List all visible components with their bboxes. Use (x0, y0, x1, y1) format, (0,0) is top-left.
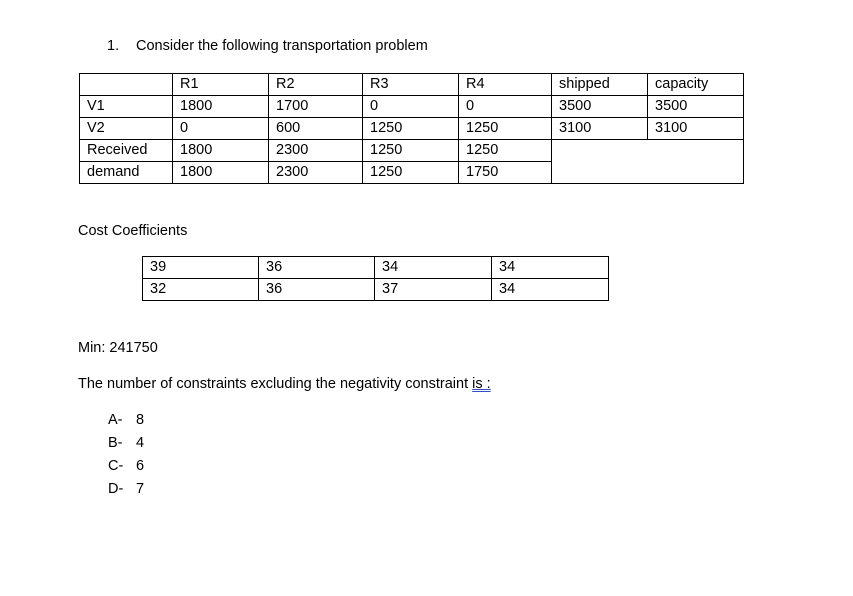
question-number: 1. (107, 38, 120, 54)
option-value: 7 (136, 481, 145, 497)
min-value: Min: 241750 (78, 340, 158, 356)
table-cell: 0 (459, 96, 552, 118)
constraint-question-underlined: is : (472, 376, 491, 392)
header-r1: R1 (173, 74, 269, 96)
table-cell: 1250 (363, 162, 459, 184)
table-cell: 1250 (459, 140, 552, 162)
table-cell: 1800 (173, 96, 269, 118)
header-r3: R3 (363, 74, 459, 96)
empty-merged-cell (552, 140, 744, 162)
cost-cell: 32 (143, 279, 259, 301)
row-label: V2 (80, 118, 173, 140)
option-letter: D- (108, 481, 124, 497)
option-d[interactable] (108, 481, 144, 497)
cost-cell: 34 (492, 279, 609, 301)
table-row (80, 96, 744, 118)
option-value: 8 (136, 412, 145, 428)
capacity-cell: 3100 (648, 118, 744, 140)
table-cell: 1750 (459, 162, 552, 184)
empty-merged-cell (552, 162, 744, 184)
transport-table (79, 73, 744, 184)
table-cell: 1250 (363, 118, 459, 140)
table-cell: 0 (173, 118, 269, 140)
shipped-cell: 3100 (552, 118, 648, 140)
table-cell: 600 (269, 118, 363, 140)
cost-cell: 39 (143, 257, 259, 279)
row-label: demand (80, 162, 173, 184)
cost-cell: 36 (259, 257, 375, 279)
capacity-cell: 3500 (648, 96, 744, 118)
cost-cell: 34 (375, 257, 492, 279)
cost-cell: 37 (375, 279, 492, 301)
cost-cell: 36 (259, 279, 375, 301)
table-cell: 1700 (269, 96, 363, 118)
table-cell: 1800 (173, 162, 269, 184)
table-row (80, 118, 744, 140)
table-row (80, 140, 744, 162)
header-capacity: capacity (648, 74, 744, 96)
option-letter: A- (108, 412, 123, 428)
shipped-cell: 3500 (552, 96, 648, 118)
option-value: 6 (136, 458, 145, 474)
constraint-question (78, 376, 491, 392)
option-value: 4 (136, 435, 145, 451)
table-cell: 2300 (269, 140, 363, 162)
header-corner-cell (80, 74, 173, 96)
table-cell: 2300 (269, 162, 363, 184)
table-row (80, 162, 744, 184)
table-row (143, 257, 609, 279)
table-cell: 1250 (459, 118, 552, 140)
header-r4: R4 (459, 74, 552, 96)
cost-table (142, 256, 609, 301)
option-letter: B- (108, 435, 123, 451)
header-shipped: shipped (552, 74, 648, 96)
option-c[interactable] (108, 458, 144, 474)
question-title: Consider the following transportation problem (136, 38, 428, 54)
table-cell: 1250 (363, 140, 459, 162)
table-cell: 0 (363, 96, 459, 118)
row-label: Received (80, 140, 173, 162)
row-label: V1 (80, 96, 173, 118)
table-row (143, 279, 609, 301)
option-a[interactable] (108, 412, 144, 428)
cost-cell: 34 (492, 257, 609, 279)
cost-title: Cost Coefficients (78, 223, 188, 239)
table-cell: 1800 (173, 140, 269, 162)
constraint-question-text: The number of constraints excluding the negativity constraint (78, 376, 473, 392)
option-letter: C- (108, 458, 124, 474)
option-b[interactable] (108, 435, 144, 451)
table-header-row (80, 74, 744, 96)
header-r2: R2 (269, 74, 363, 96)
